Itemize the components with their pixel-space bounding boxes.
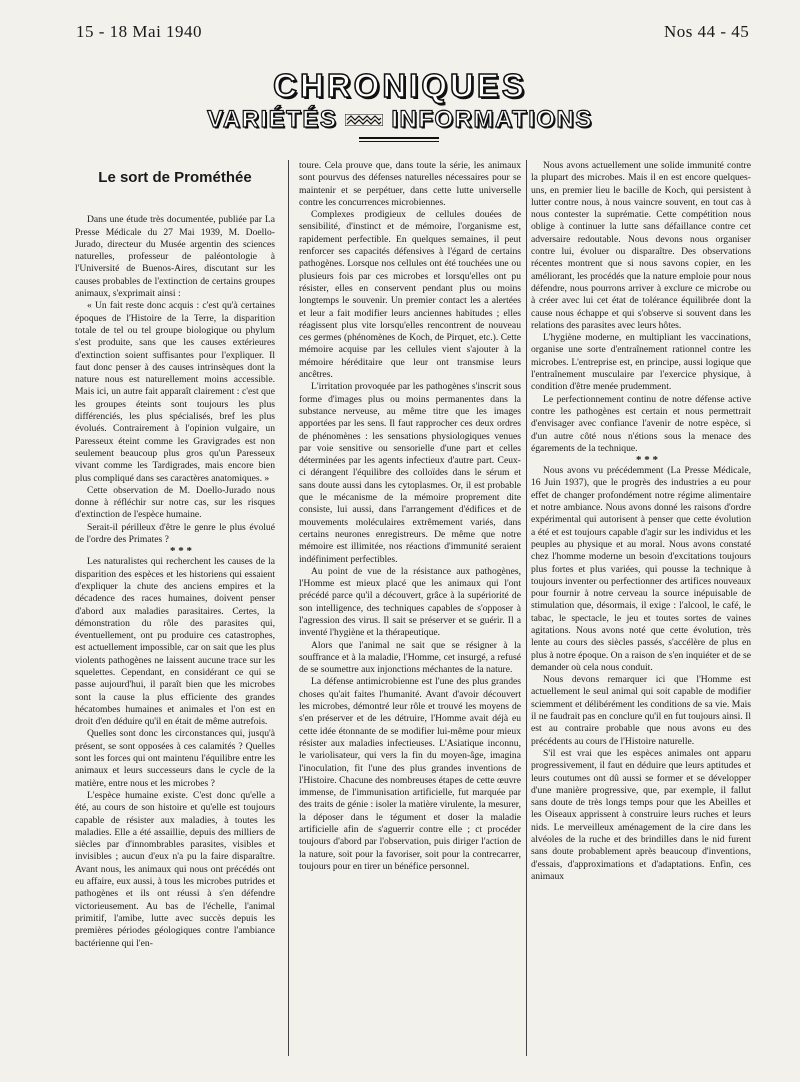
paragraph: L'irritation provoquée par les pathogènes s'inscrit sous forme d'images plus ou moins permanentes dans la substance nerveuse, au même titre que les images apportées par les sens. Il faut rapprocher ces deux ordres de phénomènes : les sensations physiologiques venues par voie sensitive ou sensorielle d'une part et celles déterminées par les agents infectieux d'autre part. Ceux-ci dérangent l'équilibre des colloïdes dans le sérum et sans doute aussi dans les cytoplasmes. Or, il est probable que le mécanisme de la mémoire proprement dite consiste, lui aussi, dans l'arrangement d'édifices et de mouvements moléculaires extrêmement variés, dans certains neurones enregistreurs. De même que notre mémoire est illimitée, nos réactions d'immunité seraient indéfiniment perfectibles. — [299, 381, 521, 565]
masthead-informations: INFORMATIONS — [391, 106, 593, 133]
ornament-icon — [345, 114, 383, 126]
paragraph: « Un fait reste donc acquis : c'est qu'à certaines époques de l'Histoire de la Terre, la disparition totale de tel ou tel groupe biologique ou phylum s'est produite, sans que les causes extérieures d'extinction soient suffisantes pour l'expliquer. Il faut donc penser à des causes intrinsèques dont la nature nous est naturellement moins accessible. Mais ici, un autre fait apparaît clairement : c'est que les groupes éteints sont toujours les plus différenciés, les plus spécialisés, bref les plus évolués. Contrairement à l'opinion vulgaire, un Paresseux éteint comme les Gravigrades est non seulement beaucoup plus gros qu'un Paresseux vivant comme les Tardigrades, mais encore bien plus compliqué dans ses caractères anatomiques. » — [75, 300, 275, 484]
column-3 — [531, 160, 751, 883]
masthead-varietes: VARIÉTÉS — [207, 106, 338, 133]
paragraph: Le perfectionnement continu de notre défense active contre les pathogènes est certain et nous permettrait d'envisager avec confiance l'avenir de notre espèce, si d'un autre côté nous n'étions sous la menace des égarements de la technique. — [531, 393, 751, 454]
paragraph: Nous devons remarquer ici que l'Homme est actuellement le seul animal qui soit capable de modifier sciemment et délibérément les conditions de sa vie. Mais il ne faudrait pas en conclure qu'il en fut toujours ainsi. Il est au contraire probable que nous avons eu des précédents au cours de l'Histoire naturelle. — [531, 674, 751, 747]
paragraph: Les naturalistes qui recherchent les causes de la disparition des espèces et les historiens qui essaient d'expliquer la chute des anciens empires et la décadence des races humaines, doivent penser d'abord aux maladies parasitaires. Certes, la démonstration du rôle des parasites qui, éventuellement, ont pu produire ces catastrophes, est actuellement impossible, car on sait que les plus violents pathogènes ne laissent aucune trace sur les squelettes. Cependant, en considérant ce qui se passe aujourd'hui, il paraît bien que les microbes sont la cause la plus efficiente des grandes hécatombes humaines et animales et l'on est en droit d'en déduire qu'il en était de même autrefois. — [75, 556, 275, 728]
section-separator: * * * — [170, 545, 192, 558]
paragraph: La défense antimicrobienne est l'une des plus grandes choses qu'ait faites l'humanité. Avant d'avoir découvert les microbes, démontré leur rôle et trouvé les moyens de s'en préserver et de les détruire, l'Homme avait déjà eu cette idée étonnante de se modifier lui-même pour mieux résister aux maladies infectieuses. L'Asiatique inconnu, le variolisateur, qui vers la fin du moyen-âge, imagina l'inoculation, fit l'une des plus grandes inventions de l'Histoire. Chacune des nombreuses étapes de cette œuvre immense, de l'immunisation artificielle, fut marquée par des traits de génie : isoler la matière virulente, la mesurer, la déposer dans le tégument et doser la maladie artificielle afin de s'aguerrir contre elle ; ct procéder toujours d'abord par l'observation, puis diriger l'action de la nature, soit pour la favoriser, soit pour la contrecarrer, toujours pour en tirer un bénéfice personnel. — [299, 676, 521, 872]
issue-number: Nos 44 - 45 — [664, 22, 750, 41]
column-divider — [526, 160, 527, 1056]
paragraph: Serait-il périlleux d'être le genre le plus évolué de l'ordre des Primates ? — [75, 521, 275, 546]
paragraph: S'il est vrai que les espèces animales ont apparu progressivement, il faut en déduire que leurs aptitudes et leurs coutumes ont dû aussi se former et se développer d'une manière progressive, que, par exemple, il fallut sans doute de très longs temps pour que les Abeilles et les Oiseaux apprissent à construire leurs ruches et leurs nids. Le merveilleux aménagement de la cire dans les alvéoles de la ruche et des brindilles dans le nid furent sans doute probablement après beaucoup d'inventions, d'essais, d'approximations et d'adaptations. Enfin, ces animaux — [531, 747, 751, 882]
paragraph: toure. Cela prouve que, dans toute la série, les animaux sont pourvus des défenses naturelles nécessaires pour se maintenir et se perpétuer, dans cette lutte universelle contre les concurrences microbiennes. — [299, 160, 521, 208]
column-divider — [288, 160, 289, 1056]
paragraph: Complexes prodigieux de cellules douées de sensibilité, d'instinct et de mémoire, l'organisme est, rapidement perfectible. En quelques semaines, il peut renforcer ses capacités défensives à l'égard de certains pathogènes. Lorsque nos cellules ont été touchées une ou plusieurs fois par ces microbes et lorsqu'elles ont pu résister, elles en conservent pendant plus ou moins longtemps le souvenir. Un premier contact les a alertées et leur a fait modifier leurs anciennes habitudes ; elles réagissent plus vite lorsqu'elles rencontrent de nouveau ces germes (phénomènes de Koch, de Pirquet, etc.). Cette mémoire acquise par les cellules vient s'ajouter à la mémoire héréditaire que leur ont transmise leurs ancêtres. — [299, 209, 521, 381]
paragraph: Dans une étude très documentée, publiée par La Presse Médicale du 27 Mai 1939, M. Doello-Jurado, directeur du Musée argentin des sciences naturelles, professeur de paléontologie à l'Université de Buenos-Aires, discutant sur les causes probables de l'extinction de certains groupes animaux, s'exprimait ainsi : — [75, 214, 275, 300]
paragraph: Alors que l'animal ne sait que se résigner à la souffrance et à la maladie, l'Homme, cet insurgé, a refusé de se soumettre aux injonctions méchantes de la nature. — [299, 639, 521, 676]
paragraph: L'espèce humaine existe. C'est donc qu'elle a été, au cours de son histoire et qu'elle est toujours capable de résister aux maladies, à toutes les maladies. Elle a été assaillie, depuis des milliers de siècles par d'innombrables parasites, visibles et invisibles ; aucun d'eux n'a pu la faire disparaître. Avant nous, les animaux qui nous ont précédés ont eu affaire, eux aussi, à tous les microbes putrides et pathogènes et ils ont réussi à s'en défendre victorieusement. Au bas de l'échelle, l'animal primitif, l'amibe, lutte avec succès depuis les premières périodes géologiques contre l'ambiance bactérienne qui l'en- — [75, 789, 275, 949]
masthead-rule — [359, 137, 439, 142]
paragraph: Cette observation de M. Doello-Jurado nous donne à réfléchir sur notre cas, sur les risques d'extinction de l'espèce humaine. — [75, 484, 275, 521]
paragraph: Quelles sont donc les circonstances qui, jusqu'à présent, se sont opposées à ces calamités ? Quelles sont les forces qui ont maintenu l'équilibre entre les animaux et leurs successeurs dans le cycle de la matière, entre nous et les microbes ? — [75, 728, 275, 789]
paragraph: L'hygiène moderne, en multipliant les vaccinations, organise une sorte d'entraînement rationnel contre les microbes. L'entreprise est, en principe, aussi logique que l'entraînement musculaire par l'exercice physique, à condition d'être menée prudemment. — [531, 332, 751, 393]
article-title: Le sort de Prométhée — [98, 169, 252, 186]
paragraph: Nous avons vu précédemment (La Presse Médicale, 16 Juin 1937), que le progrès des industries a eu pour effet de changer profondément notre régime alimentaire et notre ambiance. Nous avons donné les raisons d'ordre expérimental qui autorisent à penser que cette évolution a été et est toujours capable d'agir sur les individus et les peuples au physique et au moral. Nous avons constaté chez l'homme moderne un besoin d'excitations toujours plus fortes et plus variées, qui pousse la technique à toujours inventer ou perfectionner des artifices nouveaux pour fournir à notre cerveau la source inépuisable de stimulation que, désormais, il exige : l'alcool, le café, le tabac, le spectacle, le jeu et toutes sortes de vaines agitations. Nous avons noté que cette évolution, très lente au cours des siècles passés, s'accélère de plus en plus à notre époque. On a raison de s'en inquiéter et de se demander où cela nous conduit. — [531, 465, 751, 673]
paragraph: Nous avons actuellement une solide immunité contre la plupart des microbes. Mais il en est encore quelques-uns, en premier lieu le bacille de Koch, qui persistent à lutter contre nous, à nous vaincre souvent, en tout cas à nous contester la suprématie. Cette compétition nous oblige à continuer la lutte sans défaillance contre cet adversaire redoutable. Nous devons nous organiser contre lui, évoluer ou disparaître. Des observations récentes montrent que si nous savons copier, en les améliorant, les procédés que la nature emploie pour nous défendre, nous pourrons arriver à exclure ce microbe ou à créer avec lui cet état de tolérance équilibrée dont la cause nous échappe et qui s'observe si souvent dans les relations des parasites avec leurs hôtes. — [531, 160, 751, 331]
masthead — [200, 68, 600, 134]
masthead-title: CHRONIQUES — [273, 67, 527, 104]
column-2 — [299, 160, 521, 873]
column-1 — [75, 160, 275, 950]
masthead-subtitle — [200, 106, 600, 134]
issue-date: 15 - 18 Mai 1940 — [76, 22, 203, 41]
paragraph: Au point de vue de la résistance aux pathogènes, l'Homme est mieux placé que les animaux qui l'ont précédé parce qu'il a découvert, grâce à la supériorité de son intelligence, des techniques capables de s'opposer à l'agression des virus. Il sait se préserver et se guérir. Il a inventé l'hygiène et la thérapeutique. — [299, 565, 521, 639]
section-separator: * * * — [636, 454, 658, 467]
